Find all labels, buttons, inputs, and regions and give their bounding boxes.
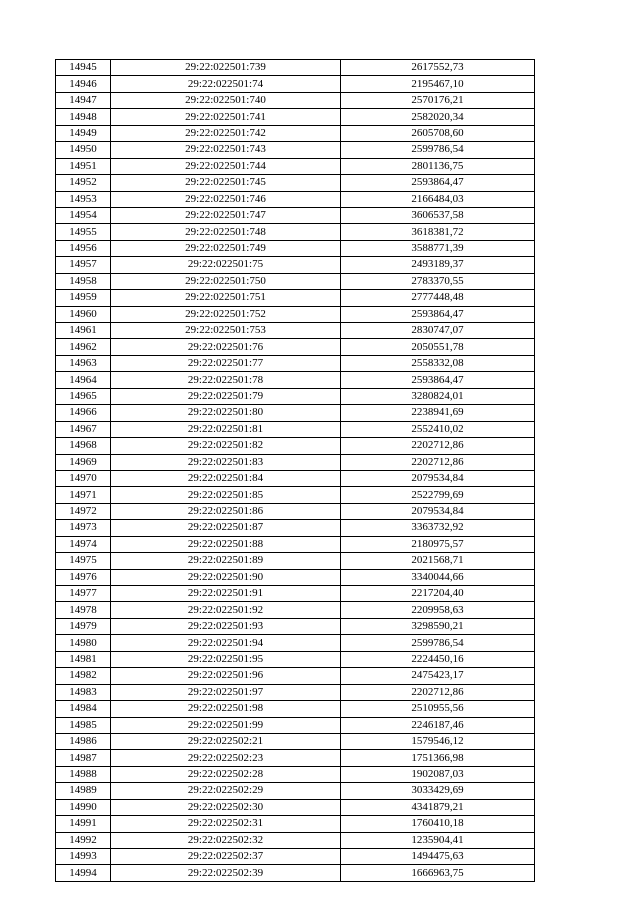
table-row [56, 750, 535, 766]
table-row [56, 109, 535, 125]
cadastral-value-cell: 3588771,39 [341, 240, 535, 256]
cadastral-number-cell: 29:22:022501:94 [111, 635, 341, 651]
row-number-cell: 14983 [56, 684, 111, 700]
table-row [56, 849, 535, 865]
row-number-cell: 14957 [56, 257, 111, 273]
row-number-cell: 14971 [56, 487, 111, 503]
table-row [56, 618, 535, 634]
cadastral-value-cell: 2209958,63 [341, 602, 535, 618]
row-number-cell: 14960 [56, 306, 111, 322]
table-row [56, 158, 535, 174]
table-row [56, 733, 535, 749]
cadastral-value-cell: 1494475,63 [341, 849, 535, 865]
table-row [56, 372, 535, 388]
table-row [56, 175, 535, 191]
cadastral-number-cell: 29:22:022501:96 [111, 668, 341, 684]
row-number-cell: 14989 [56, 783, 111, 799]
cadastral-value-cell: 2777448,48 [341, 290, 535, 306]
cadastral-value-cell: 1666963,75 [341, 865, 535, 881]
cadastral-value-cell: 1235904,41 [341, 832, 535, 848]
row-number-cell: 14982 [56, 668, 111, 684]
cadastral-number-cell: 29:22:022502:32 [111, 832, 341, 848]
cadastral-number-cell: 29:22:022501:90 [111, 569, 341, 585]
cadastral-number-cell: 29:22:022501:750 [111, 273, 341, 289]
cadastral-value-cell: 2202712,86 [341, 684, 535, 700]
cadastral-value-cell: 2783370,55 [341, 273, 535, 289]
row-number-cell: 14972 [56, 503, 111, 519]
table-row [56, 586, 535, 602]
cadastral-value-cell: 2830747,07 [341, 323, 535, 339]
row-number-cell: 14946 [56, 76, 111, 92]
table-row [56, 635, 535, 651]
cadastral-number-cell: 29:22:022501:76 [111, 339, 341, 355]
cadastral-number-cell: 29:22:022501:75 [111, 257, 341, 273]
cadastral-value-cell: 2050551,78 [341, 339, 535, 355]
cadastral-number-cell: 29:22:022501:84 [111, 470, 341, 486]
cadastral-value-cell: 2605708,60 [341, 125, 535, 141]
cadastral-value-cell: 2593864,47 [341, 306, 535, 322]
cadastral-number-cell: 29:22:022501:745 [111, 175, 341, 191]
cadastral-value-cell: 2599786,54 [341, 142, 535, 158]
cadastral-value-cell: 1751366,98 [341, 750, 535, 766]
row-number-cell: 14950 [56, 142, 111, 158]
cadastral-value-cell: 2599786,54 [341, 635, 535, 651]
cadastral-value-cell: 2493189,37 [341, 257, 535, 273]
cadastral-number-cell: 29:22:022501:85 [111, 487, 341, 503]
row-number-cell: 14962 [56, 339, 111, 355]
row-number-cell: 14992 [56, 832, 111, 848]
table-row [56, 257, 535, 273]
cadastral-value-cell: 3618381,72 [341, 224, 535, 240]
row-number-cell: 14991 [56, 816, 111, 832]
cadastral-value-cell: 2801136,75 [341, 158, 535, 174]
table-row [56, 799, 535, 815]
cadastral-number-cell: 29:22:022501:746 [111, 191, 341, 207]
cadastral-number-cell: 29:22:022501:741 [111, 109, 341, 125]
table-row [56, 569, 535, 585]
cadastral-number-cell: 29:22:022502:28 [111, 766, 341, 782]
cadastral-value-cell: 2246187,46 [341, 717, 535, 733]
table-row [56, 454, 535, 470]
cadastral-value-cell: 2510955,56 [341, 701, 535, 717]
table-row [56, 816, 535, 832]
cadastral-value-cell: 2552410,02 [341, 421, 535, 437]
cadastral-number-cell: 29:22:022501:91 [111, 586, 341, 602]
cadastral-number-cell: 29:22:022502:23 [111, 750, 341, 766]
cadastral-number-cell: 29:22:022501:92 [111, 602, 341, 618]
table-row [56, 388, 535, 404]
table-row [56, 602, 535, 618]
cadastral-number-cell: 29:22:022501:97 [111, 684, 341, 700]
cadastral-value-cell: 2617552,73 [341, 60, 535, 76]
cadastral-number-cell: 29:22:022501:77 [111, 355, 341, 371]
row-number-cell: 14949 [56, 125, 111, 141]
row-number-cell: 14980 [56, 635, 111, 651]
table-row [56, 438, 535, 454]
cadastral-number-cell: 29:22:022502:30 [111, 799, 341, 815]
cadastral-value-cell: 2593864,47 [341, 175, 535, 191]
cadastral-value-cell: 2021568,71 [341, 553, 535, 569]
cadastral-value-cell: 3606537,58 [341, 207, 535, 223]
row-number-cell: 14945 [56, 60, 111, 76]
row-number-cell: 14953 [56, 191, 111, 207]
row-number-cell: 14947 [56, 92, 111, 108]
cadastral-number-cell: 29:22:022501:743 [111, 142, 341, 158]
row-number-cell: 14984 [56, 701, 111, 717]
cadastral-value-cell: 2217204,40 [341, 586, 535, 602]
row-number-cell: 14956 [56, 240, 111, 256]
row-number-cell: 14978 [56, 602, 111, 618]
cadastral-number-cell: 29:22:022501:93 [111, 618, 341, 634]
row-number-cell: 14968 [56, 438, 111, 454]
cadastral-number-cell: 29:22:022501:752 [111, 306, 341, 322]
table-row [56, 60, 535, 76]
table-row [56, 142, 535, 158]
cadastral-number-cell: 29:22:022501:80 [111, 405, 341, 421]
table-row [56, 92, 535, 108]
row-number-cell: 14958 [56, 273, 111, 289]
cadastral-number-cell: 29:22:022501:88 [111, 536, 341, 552]
table-row [56, 553, 535, 569]
cadastral-value-cell: 3298590,21 [341, 618, 535, 634]
cadastral-value-cell: 3033429,69 [341, 783, 535, 799]
table-row [56, 865, 535, 881]
table-row [56, 355, 535, 371]
table-row [56, 766, 535, 782]
row-number-cell: 14963 [56, 355, 111, 371]
cadastral-value-cell: 3340044,66 [341, 569, 535, 585]
cadastral-number-cell: 29:22:022501:747 [111, 207, 341, 223]
table-row [56, 290, 535, 306]
row-number-cell: 14965 [56, 388, 111, 404]
cadastral-value-table [55, 59, 535, 882]
row-number-cell: 14990 [56, 799, 111, 815]
cadastral-value-cell: 2558332,08 [341, 355, 535, 371]
row-number-cell: 14952 [56, 175, 111, 191]
row-number-cell: 14948 [56, 109, 111, 125]
table-row [56, 405, 535, 421]
row-number-cell: 14994 [56, 865, 111, 881]
table-body [56, 60, 535, 882]
table-row [56, 684, 535, 700]
cadastral-value-cell: 4341879,21 [341, 799, 535, 815]
row-number-cell: 14970 [56, 470, 111, 486]
cadastral-number-cell: 29:22:022501:753 [111, 323, 341, 339]
row-number-cell: 14975 [56, 553, 111, 569]
table-row [56, 125, 535, 141]
table-row [56, 76, 535, 92]
cadastral-value-cell: 2522799,69 [341, 487, 535, 503]
cadastral-number-cell: 29:22:022501:89 [111, 553, 341, 569]
cadastral-number-cell: 29:22:022501:74 [111, 76, 341, 92]
cadastral-value-cell: 2570176,21 [341, 92, 535, 108]
cadastral-number-cell: 29:22:022501:87 [111, 520, 341, 536]
table-row [56, 470, 535, 486]
table-row [56, 536, 535, 552]
row-number-cell: 14981 [56, 651, 111, 667]
cadastral-number-cell: 29:22:022501:79 [111, 388, 341, 404]
cadastral-number-cell: 29:22:022502:37 [111, 849, 341, 865]
row-number-cell: 14973 [56, 520, 111, 536]
table-row [56, 207, 535, 223]
cadastral-number-cell: 29:22:022501:95 [111, 651, 341, 667]
cadastral-number-cell: 29:22:022501:739 [111, 60, 341, 76]
table-row [56, 306, 535, 322]
table-row [56, 832, 535, 848]
row-number-cell: 14979 [56, 618, 111, 634]
row-number-cell: 14986 [56, 733, 111, 749]
table-row [56, 783, 535, 799]
cadastral-number-cell: 29:22:022501:99 [111, 717, 341, 733]
cadastral-value-cell: 2166484,03 [341, 191, 535, 207]
cadastral-value-cell: 2180975,57 [341, 536, 535, 552]
cadastral-value-cell: 2202712,86 [341, 438, 535, 454]
row-number-cell: 14976 [56, 569, 111, 585]
cadastral-number-cell: 29:22:022501:98 [111, 701, 341, 717]
cadastral-value-cell: 2582020,34 [341, 109, 535, 125]
cadastral-number-cell: 29:22:022501:740 [111, 92, 341, 108]
cadastral-value-cell: 3280824,01 [341, 388, 535, 404]
cadastral-value-cell: 2079534,84 [341, 470, 535, 486]
cadastral-value-cell: 2238941,69 [341, 405, 535, 421]
table-row [56, 701, 535, 717]
cadastral-value-cell: 1760410,18 [341, 816, 535, 832]
table-row [56, 651, 535, 667]
row-number-cell: 14964 [56, 372, 111, 388]
table-row [56, 339, 535, 355]
cadastral-number-cell: 29:22:022502:31 [111, 816, 341, 832]
row-number-cell: 14959 [56, 290, 111, 306]
cadastral-number-cell: 29:22:022501:78 [111, 372, 341, 388]
cadastral-value-cell: 3363732,92 [341, 520, 535, 536]
row-number-cell: 14955 [56, 224, 111, 240]
cadastral-number-cell: 29:22:022501:82 [111, 438, 341, 454]
table-row [56, 240, 535, 256]
row-number-cell: 14966 [56, 405, 111, 421]
cadastral-value-cell: 2593864,47 [341, 372, 535, 388]
table-row [56, 503, 535, 519]
cadastral-value-cell: 2202712,86 [341, 454, 535, 470]
cadastral-number-cell: 29:22:022502:39 [111, 865, 341, 881]
row-number-cell: 14954 [56, 207, 111, 223]
cadastral-number-cell: 29:22:022501:86 [111, 503, 341, 519]
row-number-cell: 14993 [56, 849, 111, 865]
cadastral-value-cell: 1902087,03 [341, 766, 535, 782]
table-row [56, 421, 535, 437]
cadastral-value-cell: 2475423,17 [341, 668, 535, 684]
cadastral-number-cell: 29:22:022502:29 [111, 783, 341, 799]
row-number-cell: 14977 [56, 586, 111, 602]
row-number-cell: 14969 [56, 454, 111, 470]
row-number-cell: 14987 [56, 750, 111, 766]
table-row [56, 717, 535, 733]
table-row [56, 487, 535, 503]
row-number-cell: 14961 [56, 323, 111, 339]
row-number-cell: 14967 [56, 421, 111, 437]
table-row [56, 668, 535, 684]
row-number-cell: 14974 [56, 536, 111, 552]
cadastral-number-cell: 29:22:022502:21 [111, 733, 341, 749]
cadastral-number-cell: 29:22:022501:748 [111, 224, 341, 240]
cadastral-number-cell: 29:22:022501:81 [111, 421, 341, 437]
cadastral-value-cell: 2195467,10 [341, 76, 535, 92]
table-row [56, 191, 535, 207]
cadastral-number-cell: 29:22:022501:83 [111, 454, 341, 470]
cadastral-number-cell: 29:22:022501:751 [111, 290, 341, 306]
cadastral-number-cell: 29:22:022501:744 [111, 158, 341, 174]
row-number-cell: 14951 [56, 158, 111, 174]
cadastral-value-cell: 1579546,12 [341, 733, 535, 749]
cadastral-number-cell: 29:22:022501:742 [111, 125, 341, 141]
table-row [56, 273, 535, 289]
row-number-cell: 14985 [56, 717, 111, 733]
table-row [56, 520, 535, 536]
cadastral-value-cell: 2079534,84 [341, 503, 535, 519]
row-number-cell: 14988 [56, 766, 111, 782]
table-row [56, 224, 535, 240]
cadastral-number-cell: 29:22:022501:749 [111, 240, 341, 256]
table-row [56, 323, 535, 339]
cadastral-value-cell: 2224450,16 [341, 651, 535, 667]
